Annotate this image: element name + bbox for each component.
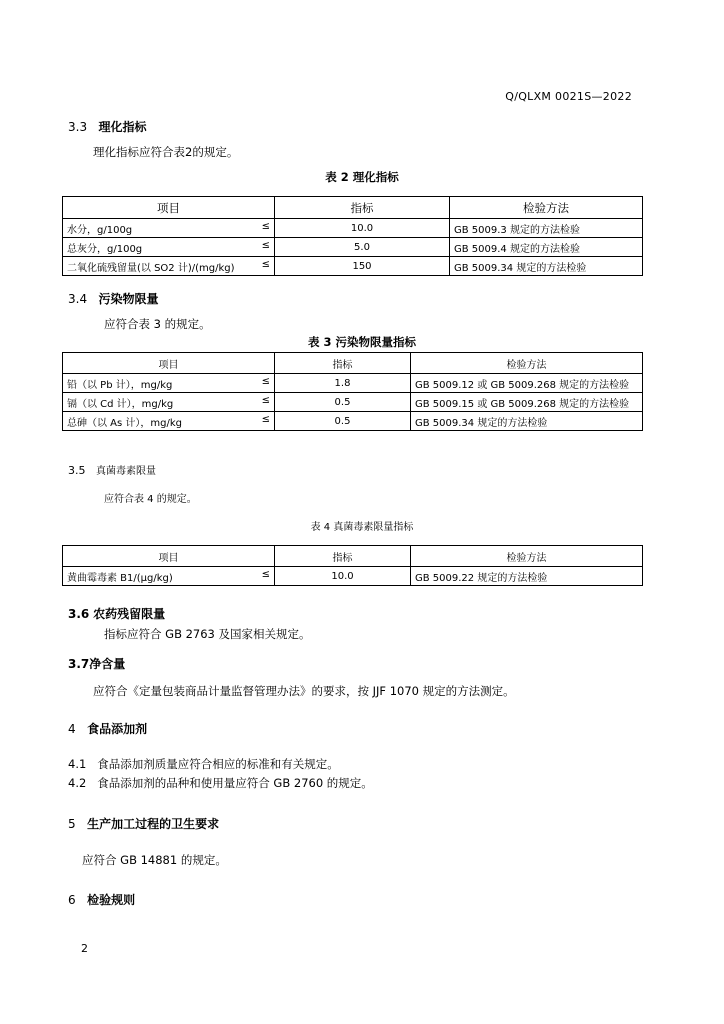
header-method: 检验方法	[450, 197, 643, 219]
section-5-heading	[68, 815, 219, 832]
row-value: 5.0	[275, 238, 450, 257]
section-3-6-heading	[68, 605, 165, 622]
section-6-heading	[68, 891, 135, 908]
clause-number: 4.2	[68, 776, 87, 790]
row-item: 总砷（以 As 计），mg/kg	[67, 417, 183, 429]
row-item: 镉（以 Cd 计），mg/kg	[67, 398, 174, 410]
row-value: 0.5	[275, 393, 411, 412]
header-value: 指标	[275, 197, 450, 219]
section-5-text: 应符合 GB 14881 的规定。	[82, 853, 227, 867]
section-3-3-heading	[68, 118, 147, 135]
header-item: 项目	[63, 546, 275, 567]
row-method: GB 5009.15 或 GB 5009.268 规定的方法检验	[411, 393, 643, 412]
row-value: 10.0	[275, 219, 450, 238]
section-3-4-heading	[68, 290, 159, 307]
section-3-6-text: 指标应符合 GB 2763 及国家相关规定。	[104, 627, 311, 641]
row-method: GB 5009.4 规定的方法检验	[450, 238, 643, 257]
table-2	[62, 196, 643, 276]
row-method: GB 5009.3 规定的方法检验	[450, 219, 643, 238]
section-3-7-text: 应符合《定量包装商品计量监督管理办法》的要求，按 JJF 1070 规定的方法测定。	[93, 684, 515, 698]
table-3-caption: 表 3 污染物限量指标	[307, 335, 416, 349]
clause-text: 食品添加剂的品种和使用量应符合 GB 2760 的规定。	[97, 776, 373, 790]
section-title: 净含量	[89, 657, 126, 671]
section-3-3-text: 理化指标应符合表2的规定。	[93, 145, 239, 159]
header-method: 检验方法	[411, 546, 643, 567]
clause-text: 食品添加剂质量应符合相应的标准和有关规定。	[97, 757, 339, 771]
table-header-row	[63, 353, 643, 374]
section-3-5-text: 应符合表 4 的规定。	[104, 494, 197, 505]
row-method: GB 5009.12 或 GB 5009.268 规定的方法检验	[411, 374, 643, 393]
clause-4-1	[68, 756, 339, 772]
section-title: 生产加工过程的卫生要求	[87, 817, 220, 831]
row-item: 二氧化硫残留量(以 SO2 计)/(mg/kg)	[67, 262, 235, 274]
le-symbol: ≤	[261, 394, 270, 406]
section-3-5-heading	[68, 462, 156, 477]
section-title: 污染物限量	[98, 292, 159, 306]
le-symbol: ≤	[261, 375, 270, 387]
table-4	[62, 545, 643, 586]
table-row	[63, 238, 643, 257]
header-value: 指标	[275, 546, 411, 567]
header-item: 项目	[63, 197, 275, 219]
row-item: 总灰分，g/100g	[67, 243, 143, 255]
row-value: 10.0	[275, 567, 411, 586]
section-title: 食品添加剂	[87, 722, 148, 736]
table-row	[63, 257, 643, 276]
row-value: 150	[275, 257, 450, 276]
section-title: 检验规则	[87, 893, 136, 907]
row-method: GB 5009.22 规定的方法检验	[411, 567, 643, 586]
table-row	[63, 393, 643, 412]
section-4-heading	[68, 720, 147, 737]
row-value: 1.8	[275, 374, 411, 393]
le-symbol: ≤	[261, 413, 270, 425]
clause-4-2	[68, 775, 373, 791]
section-number: 3.6	[68, 607, 90, 621]
table-row	[63, 567, 643, 586]
row-item: 水分，g/100g	[67, 224, 133, 236]
section-number: 3.4	[68, 292, 88, 306]
table-row	[63, 374, 643, 393]
header-item: 项目	[63, 353, 275, 374]
table-3	[62, 352, 643, 431]
le-symbol: ≤	[261, 568, 270, 580]
section-number: 6	[68, 893, 76, 907]
table-row	[63, 412, 643, 431]
row-method: GB 5009.34 规定的方法检验	[450, 257, 643, 276]
le-symbol: ≤	[261, 239, 270, 251]
row-item: 黄曲霉毒素 B1/(μg/kg)	[67, 572, 173, 584]
section-number: 3.5	[68, 464, 86, 477]
table-header-row	[63, 197, 643, 219]
table-header-row	[63, 546, 643, 567]
section-number: 4	[68, 722, 76, 736]
section-number: 3.3	[68, 120, 88, 134]
header-value: 指标	[275, 353, 411, 374]
section-3-7-heading	[68, 655, 125, 672]
section-3-4-text: 应符合表 3 的规定。	[104, 317, 211, 331]
le-symbol: ≤	[261, 258, 270, 270]
table-row	[63, 219, 643, 238]
section-title: 理化指标	[98, 120, 147, 134]
section-number: 5	[68, 817, 76, 831]
table-2-caption: 表 2 理化指标	[325, 170, 399, 184]
table-4-caption: 表 4 真菌毒素限量指标	[310, 522, 414, 533]
row-value: 0.5	[275, 412, 411, 431]
page-number: 2	[81, 942, 88, 955]
row-item: 铅（以 Pb 计），mg/kg	[67, 379, 173, 391]
section-title: 农药残留限量	[93, 607, 166, 621]
section-title: 真菌毒素限量	[96, 466, 156, 477]
le-symbol: ≤	[261, 220, 270, 232]
clause-number: 4.1	[68, 757, 87, 771]
header-method: 检验方法	[411, 353, 643, 374]
section-number: 3.7	[68, 657, 90, 671]
standard-number: Q/QLXM 0021S—2022	[505, 90, 632, 103]
row-method: GB 5009.34 规定的方法检验	[411, 412, 643, 431]
